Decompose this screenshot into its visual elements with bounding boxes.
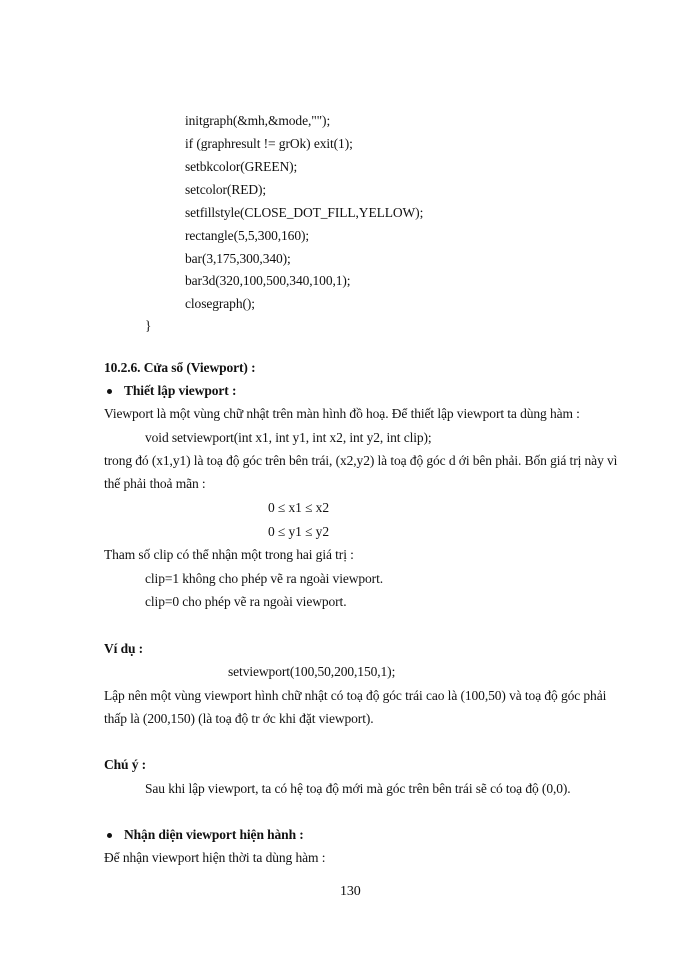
condition-y: 0 ≤ y1 ≤ y2	[268, 524, 329, 539]
code-line: rectangle(5,5,300,160);	[185, 228, 310, 243]
code-line: if (graphresult != grOk) exit(1);	[185, 136, 353, 151]
code-line: bar3d(320,100,500,340,100,1);	[185, 273, 351, 288]
note-label: Chú ý :	[104, 757, 147, 772]
function-signature: void setviewport(int x1, int y1, int x2, int y2, int clip);	[145, 430, 432, 445]
current-viewport-text: Để nhận viewport hiện thời ta dùng hàm :	[104, 850, 326, 865]
intro-paragraph: Viewport là một vùng chữ nhật trên màn hình đồ hoạ. Để thiết lập viewport ta dùng hàm :	[104, 406, 580, 421]
bullet-heading-set-viewport: Thiết lập viewport :	[124, 383, 237, 398]
clip-intro: Tham số clip có thể nhận một trong hai giá trị :	[104, 547, 354, 562]
condition-x: 0 ≤ x1 ≤ x2	[268, 500, 329, 515]
note-text: Sau khi lập viewport, ta có hệ toạ độ mới mà góc trên bên trái sẽ có toạ độ (0,0).	[145, 781, 571, 796]
code-closing-brace: }	[145, 318, 152, 333]
example-label: Ví dụ :	[104, 641, 144, 656]
code-line: setbkcolor(GREEN);	[185, 159, 298, 174]
page-number: 130	[340, 884, 361, 899]
section-heading: 10.2.6. Cửa sổ (Viewport) :	[104, 360, 256, 375]
code-line: setfillstyle(CLOSE_DOT_FILL,YELLOW);	[185, 205, 424, 220]
code-line: initgraph(&mh,&mode,"");	[185, 113, 331, 128]
clip-option-0: clip=0 cho phép vẽ ra ngoài viewport.	[145, 594, 347, 609]
example-explanation: thấp là (200,150) (là toạ độ tr ớc khi đặt viewport).	[104, 711, 374, 726]
explanation-line: trong đó (x1,y1) là toạ độ góc trên bên trái, (x2,y2) là toạ độ góc d ới bên phải. Bốn giá trị này vì	[104, 453, 618, 468]
code-line: setcolor(RED);	[185, 182, 267, 197]
explanation-line: thế phải thoả mãn :	[104, 476, 206, 491]
example-code: setviewport(100,50,200,150,1);	[228, 664, 396, 679]
bullet-heading-current-viewport: Nhận diện viewport hiện hành :	[124, 827, 304, 842]
code-line: closegraph();	[185, 296, 255, 311]
example-explanation: Lập nên một vùng viewport hình chữ nhật có toạ độ góc trái cao là (100,50) và toạ độ góc phải	[104, 688, 607, 703]
code-line: bar(3,175,300,340);	[185, 251, 291, 266]
bullet-icon	[107, 389, 112, 394]
bullet-icon	[107, 833, 112, 838]
clip-option-1: clip=1 không cho phép vẽ ra ngoài viewport.	[145, 571, 384, 586]
